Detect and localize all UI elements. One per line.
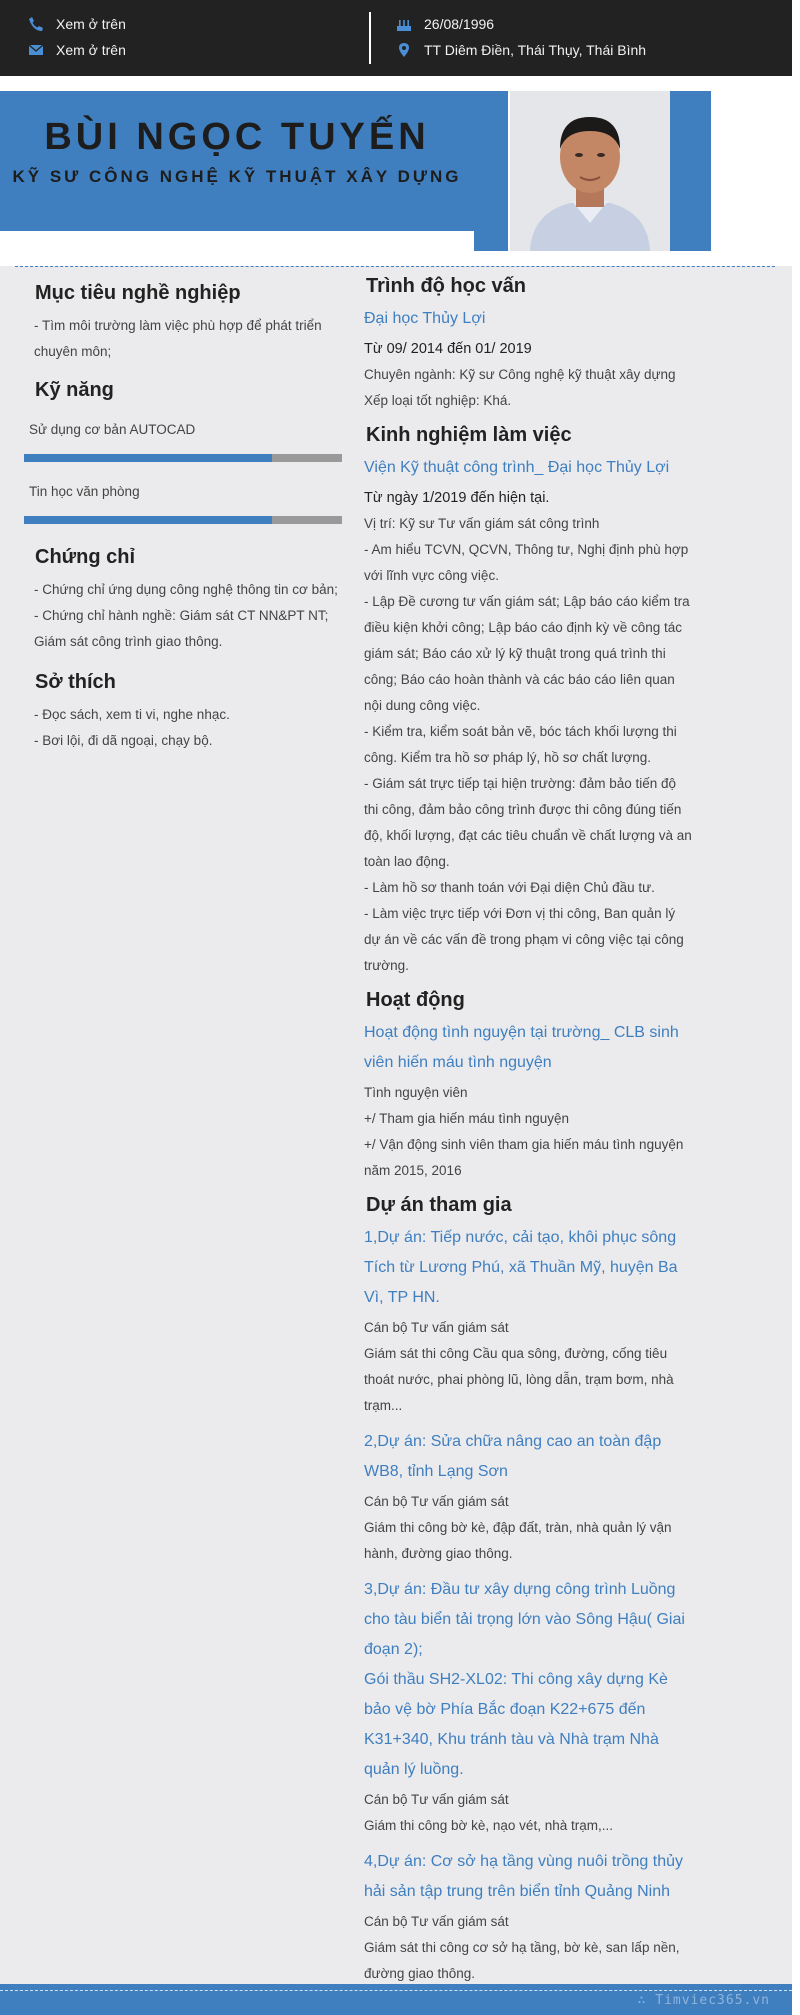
education-heading: Trình độ học vấn [366, 275, 527, 297]
contact-divider [369, 12, 371, 64]
birthday-cake-icon [396, 16, 412, 32]
experience-line: - Am hiểu TCVN, QCVN, Thông tư, Nghị định phù hợp với lĩnh vực công việc. [364, 542, 689, 583]
project-role: Cán bộ Tư vấn giám sát [364, 1494, 509, 1509]
contact-birthday [396, 16, 494, 32]
certificate-line: - Chứng chỉ ứng dụng công nghệ thông tin cơ bản; [34, 582, 338, 597]
activity-line: +/ Tham gia hiến máu tình nguyện [364, 1111, 570, 1126]
envelope-icon [28, 42, 44, 58]
phone-text: Xem ở trên [56, 16, 126, 32]
candidate-name: BÙI NGỌC TUYẾN [44, 116, 430, 158]
experience-line: - Lập Đề cương tư vấn giám sát; Lập báo cáo kiểm tra điều kiện khởi công; Lập báo cáo định kỳ về công tác giám sát; Báo cáo xử lý kỹ thuật trong quá trình thi công; Báo cáo hoàn thành và các báo cáo liên quan nội dung công việc. [364, 594, 690, 713]
hobbies-section [24, 671, 342, 754]
avatar [510, 91, 711, 251]
project-title: 4,Dự án: Cơ sở hạ tầng vùng nuôi trồng thủy hải sản tập trung trên biển tỉnh Quảng Ninh [364, 1853, 683, 1900]
hobbies-heading: Sở thích [35, 671, 116, 693]
header-band [0, 91, 508, 231]
experience-section [364, 424, 694, 979]
skill-bar-fill [24, 516, 272, 524]
project-role: Cán bộ Tư vấn giám sát [364, 1914, 509, 1929]
career-goal-text: - Tìm môi trường làm việc phù hợp để phát triển chuyên môn; [34, 318, 322, 359]
experience-line: - Làm việc trực tiếp với Đơn vị thi công, Ban quản lý dự án về các vấn đề trong phạm vi công việc tại công trường. [364, 906, 684, 973]
education-line: Chuyên ngành: Kỹ sư Công nghệ kỹ thuật xây dựng [364, 367, 676, 382]
career-goal-heading: Mục tiêu nghề nghiệp [35, 282, 241, 304]
skills-section [24, 379, 342, 524]
experience-company: Viện Kỹ thuật công trình_ Đại học Thủy Lợi [364, 459, 670, 476]
activity-line: Tình nguyện viên [364, 1085, 468, 1100]
education-school: Đại học Thủy Lợi [364, 310, 486, 327]
project-title: 1,Dự án: Tiếp nước, cải tạo, khôi phục sông Tích từ Lương Phú, xã Thuần Mỹ, huyện Ba Vì, TP HN. [364, 1229, 678, 1306]
skill-item [24, 484, 342, 524]
project-desc: Giám sát thi công cơ sở hạ tầng, bờ kè, san lấp nền, đường giao thông. [364, 1940, 680, 1981]
experience-line: - Giám sát trực tiếp tại hiện trường: đảm bảo tiến độ thi công, đảm bảo công trình được thi công đúng tiến độ, khối lượng, đạt các tiêu chuẩn về chất lượng và an toàn lao động. [364, 776, 692, 869]
skill-name: Sử dụng cơ bản AUTOCAD [29, 422, 196, 437]
project-item [364, 1223, 694, 1419]
project-title: 3,Dự án: Đầu tư xây dựng công trình Luồng cho tàu biển tải trọng lớn vào Sông Hậu( Giai đoạn 2); Gói thầu SH2-XL02: Thi công xây dựng Kè bảo vệ bờ Phía Bắc đoạn K22+675 đến K31+340, Khu tránh tàu và Nhà trạm Nhà quản lý luồng. [364, 1581, 685, 1778]
left-column [24, 282, 342, 754]
portrait-photo [510, 91, 670, 251]
skill-item [24, 422, 342, 462]
email-text: Xem ở trên [56, 42, 126, 58]
candidate-title: KỸ SƯ CÔNG NGHỆ KỸ THUẬT XÂY DỰNG [12, 167, 462, 186]
project-title: 2,Dự án: Sửa chữa nâng cao an toàn đập WB8, tỉnh Lạng Sơn [364, 1433, 662, 1480]
birthday-text: 26/08/1996 [424, 16, 495, 32]
header-band-tab [474, 231, 508, 251]
project-role: Cán bộ Tư vấn giám sát [364, 1792, 509, 1807]
career-goal-section [24, 282, 342, 365]
certificates-section [24, 546, 342, 655]
project-item [364, 1575, 694, 1839]
right-column [364, 275, 694, 1987]
project-desc: Giám sát thi công Cầu qua sông, đường, cống tiêu thoát nước, phai phòng lũ, lòng dẫn, trạm bơm, nhà trạm... [364, 1346, 674, 1413]
education-period: Từ 09/ 2014 đến 01/ 2019 [364, 341, 532, 357]
projects-heading: Dự án tham gia [366, 1194, 512, 1216]
hobby-line: - Bơi lội, đi dã ngoại, chạy bộ. [34, 733, 213, 748]
certificate-line: - Chứng chỉ hành nghề: Giám sát CT NN&PT NT; Giám sát công trình giao thông. [34, 608, 329, 649]
activity-line: +/ Vận động sinh viên tham gia hiến máu tình nguyện năm 2015, 2016 [364, 1137, 684, 1178]
experience-line: - Kiểm tra, kiểm soát bản vẽ, bóc tách khối lượng thi công. Kiểm tra hồ sơ pháp lý, hồ sơ chất lượng. [364, 724, 677, 765]
skill-bar [24, 454, 342, 462]
hobby-line: - Đọc sách, xem ti vi, nghe nhạc. [34, 707, 230, 722]
watermark-label: Timviec365.vn [655, 1993, 770, 2008]
map-marker-icon [396, 42, 412, 58]
contact-email [28, 42, 126, 58]
education-section [364, 275, 694, 414]
skill-bar-fill [24, 454, 272, 462]
phone-icon [28, 16, 44, 32]
experience-line: - Làm hồ sơ thanh toán với Đại diện Chủ đầu tư. [364, 880, 655, 895]
project-desc: Giám thi công bờ kè, nạo vét, nhà trạm,... [364, 1818, 613, 1833]
activity-title: Hoạt động tình nguyện tại trường_ CLB sinh viên hiến máu tình nguyện [364, 1024, 679, 1071]
certificates-heading: Chứng chỉ [35, 546, 136, 568]
education-line: Xếp loại tốt nghiệp: Khá. [364, 393, 512, 408]
skill-name: Tin học văn phòng [29, 484, 140, 499]
skill-bar [24, 516, 342, 524]
watermark-text [638, 1993, 770, 2008]
activities-section [364, 989, 694, 1184]
project-desc: Giám thi công bờ kè, đập đất, tràn, nhà quản lý vận hành, đường giao thông. [364, 1520, 672, 1561]
activities-heading: Hoạt động [366, 989, 465, 1011]
watermark-logo-icon: ∴ [637, 1993, 656, 2008]
experience-period: Từ ngày 1/2019 đến hiện tại. [364, 490, 550, 506]
experience-heading: Kinh nghiệm làm việc [366, 424, 572, 446]
skills-heading: Kỹ năng [35, 379, 114, 401]
project-role: Cán bộ Tư vấn giám sát [364, 1320, 509, 1335]
header-separator [15, 266, 775, 267]
contact-phone [28, 16, 126, 32]
footer-separator [0, 1990, 792, 1991]
project-item [364, 1847, 694, 1987]
project-item [364, 1427, 694, 1567]
experience-line: Vị trí: Kỹ sư Tư vấn giám sát công trình [364, 516, 600, 531]
contact-bar [0, 0, 792, 76]
projects-section [364, 1194, 694, 1987]
address-text: TT Diêm Điền, Thái Thụy, Thái Bình [424, 42, 647, 58]
contact-address [396, 42, 646, 58]
